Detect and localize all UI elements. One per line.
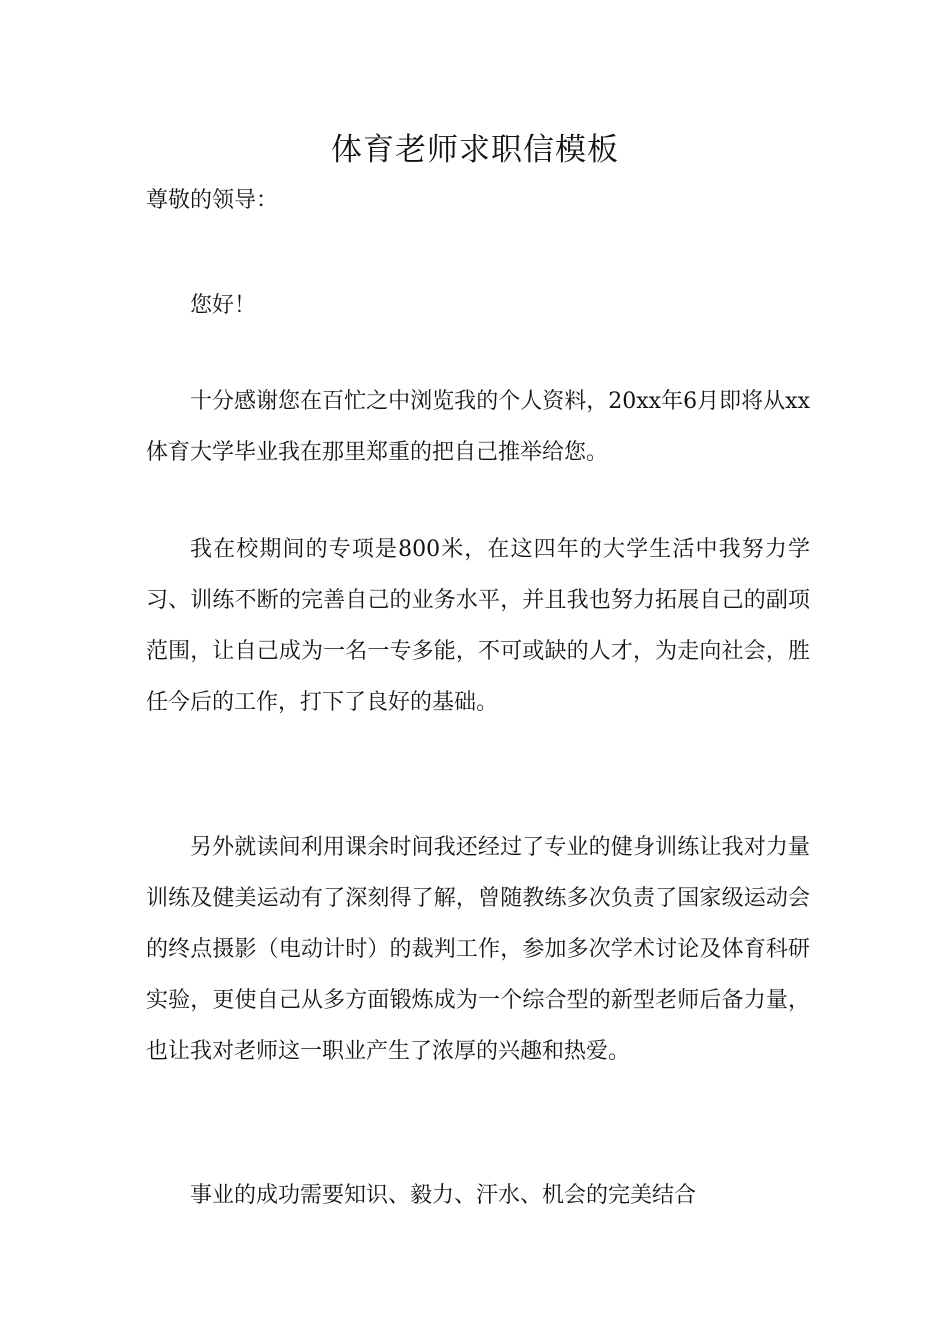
paragraph-introduction: 十分感谢您在百忙之中浏览我的个人资料，20xx年6月即将从xx体育大学毕业我在那里郑重的把自己推举给您。 <box>146 389 810 465</box>
paragraph-experience: 另外就读间利用课余时间我还经过了专业的健身训练让我对力量训练及健美运动有了深刻得了解，曾随教练多次负责了国家级运动会的终点摄影（电动计时）的裁判工作，参加多次学术讨论及体育科研实验，更使自己从多方面锻炼成为一个综合型的新型老师后备力量，也让我对老师这一职业产生了浓厚的兴趣和热爱。 <box>146 835 810 1064</box>
greeting: 您好！ <box>190 293 257 318</box>
salutation: 尊敬的领导： <box>146 188 279 213</box>
document-title: 体育老师求职信模板 <box>331 132 619 168</box>
paragraph-study: 我在校期间的专项是800米，在这四年的大学生活中我努力学习、训练不断的完善自己的业务水平，并且我也努力拓展自己的副项范围，让自己成为一名一专多能，不可或缺的人才，为走向社会，胜任今后的工作，打下了良好的基础。 <box>146 537 810 715</box>
paragraph-success: 事业的成功需要知识、毅力、汗水、机会的完美结合 <box>190 1183 697 1208</box>
